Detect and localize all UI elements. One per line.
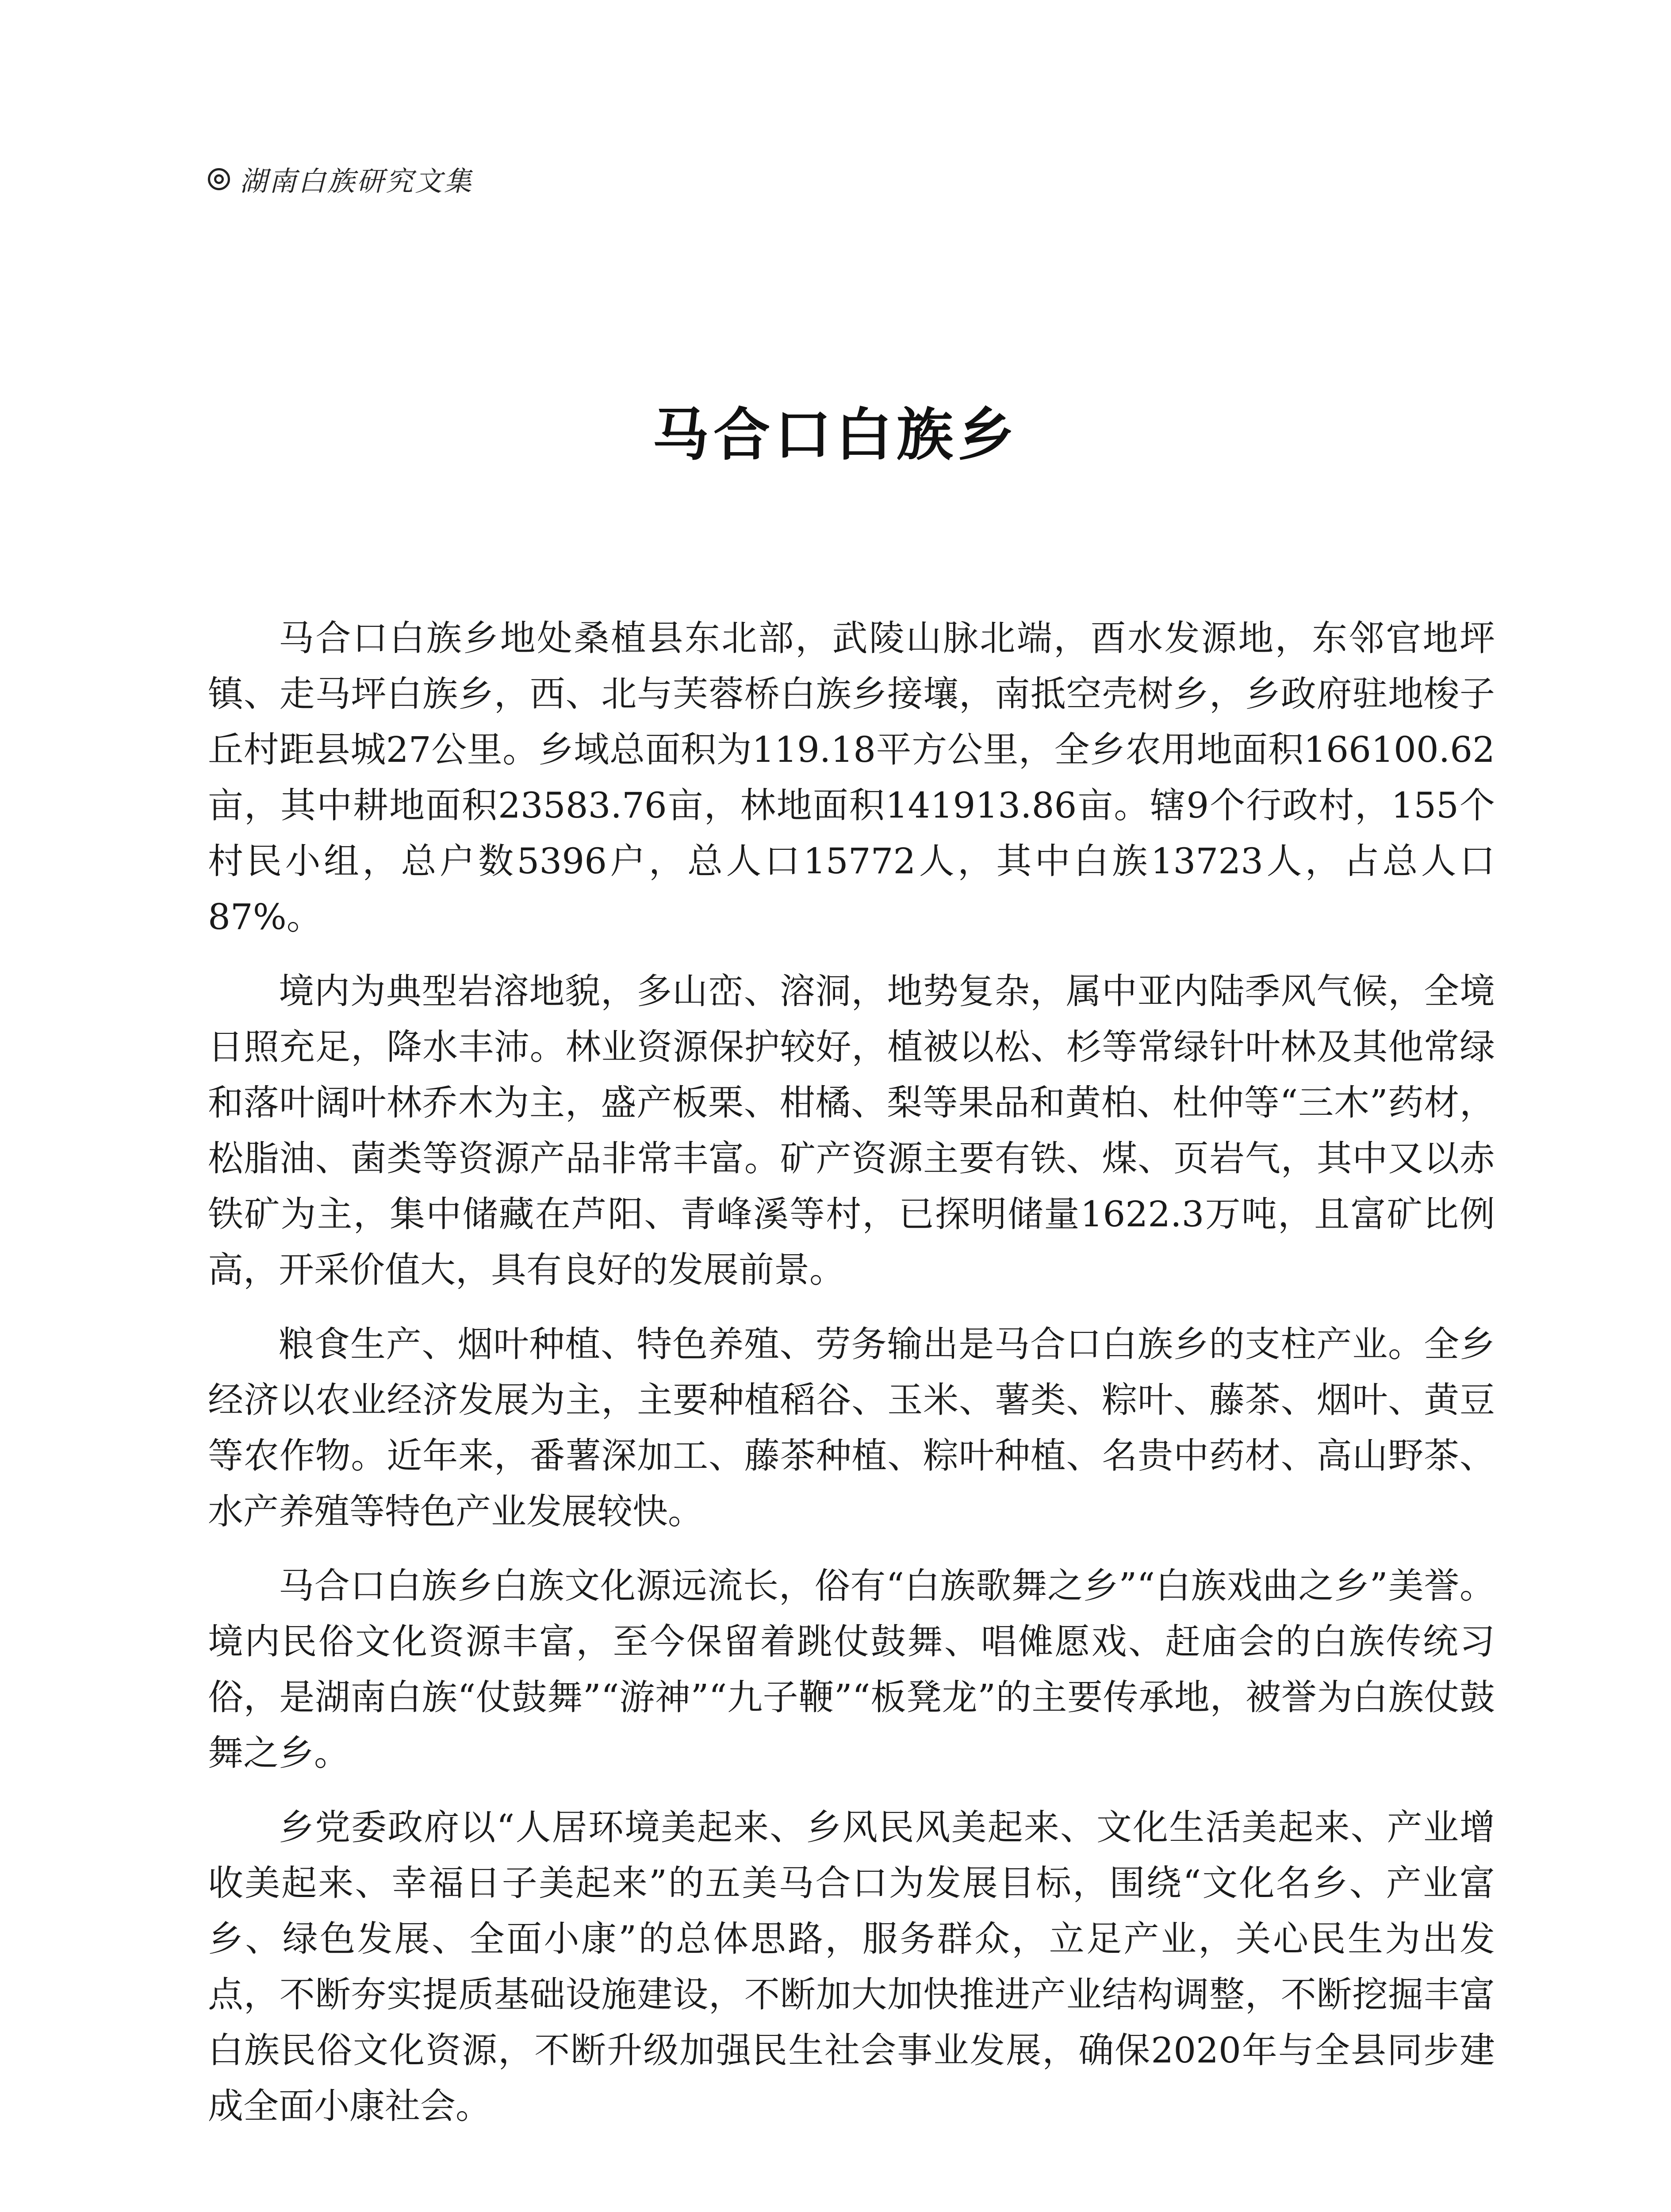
running-head-text: 湖南白族研究文集 [240, 165, 474, 197]
article-body [208, 611, 1495, 2153]
paragraph: 粮食生产、烟叶种植、特色养殖、劳务输出是马合口白族乡的支柱产业。全乡经济以农业经济发展为主，主要种植稻谷、玉米、薯类、粽叶、藤茶、烟叶、黄豆等农作物。近年来，番薯深加工、藤茶种植、粽叶种植、名贵中药材、高山野茶、水产养殖等特色产业发展较快。 [208, 1324, 1495, 1532]
paragraph: 马合口白族乡地处桑植县东北部，武陵山脉北端，酉水发源地，东邻官地坪镇、走马坪白族乡，西、北与芙蓉桥白族乡接壤，南抵空壳树乡，乡政府驻地梭子丘村距县城27公里。乡域总面积为119.18平方公里，全乡农用地面积166100.62亩，其中耕地面积23583.76亩，林地面积141913.86亩。辖9个行政村，155个村民小组，总户数5396户，总人口15772人，其中白族13723人，占总人口87%。 [208, 618, 1495, 937]
running-head [208, 159, 473, 199]
page-title: 马合口白族乡 [652, 402, 1019, 468]
paragraph: 境内为典型岩溶地貌，多山峦、溶洞，地势复杂，属中亚内陆季风气候，全境日照充足，降水丰沛。林业资源保护较好，植被以松、杉等常绿针叶林及其他常绿和落叶阔叶林乔木为主，盛产板栗、柑橘、梨等果品和黄柏、杜仲等“三木”药材，松脂油、菌类等资源产品非常丰富。矿产资源主要有铁、煤、页岩气，其中又以赤铁矿为主，集中储藏在芦阳、青峰溪等村，已探明储量1622.3万吨，且富矿比例高，开采价值大，具有良好的发展前景。 [208, 971, 1495, 1290]
paragraph: 乡党委政府以“人居环境美起来、乡风民风美起来、文化生活美起来、产业增收美起来、幸福日子美起来”的五美马合口为发展目标，围绕“文化名乡、产业富乡、绿色发展、全面小康”的总体思路，服务群众，立足产业，关心民生为出发点，不断夯实提质基础设施建设，不断加大加快推进产业结构调整，不断挖掘丰富白族民俗文化资源，不断升级加强民生社会事业发展，确保2020年与全县同步建成全面小康社会。 [208, 1807, 1495, 2127]
double-circle-icon [208, 168, 230, 190]
paragraph: 马合口白族乡白族文化源远流长，俗有“白族歌舞之乡”“白族戏曲之乡”美誉。境内民俗文化资源丰富，至今保留着跳仗鼓舞、唱傩愿戏、赶庙会的白族传统习俗，是湖南白族“仗鼓舞”“游神”“九子鞭”“板凳龙”的主要传承地，被誉为白族仗鼓舞之乡。 [208, 1565, 1495, 1774]
